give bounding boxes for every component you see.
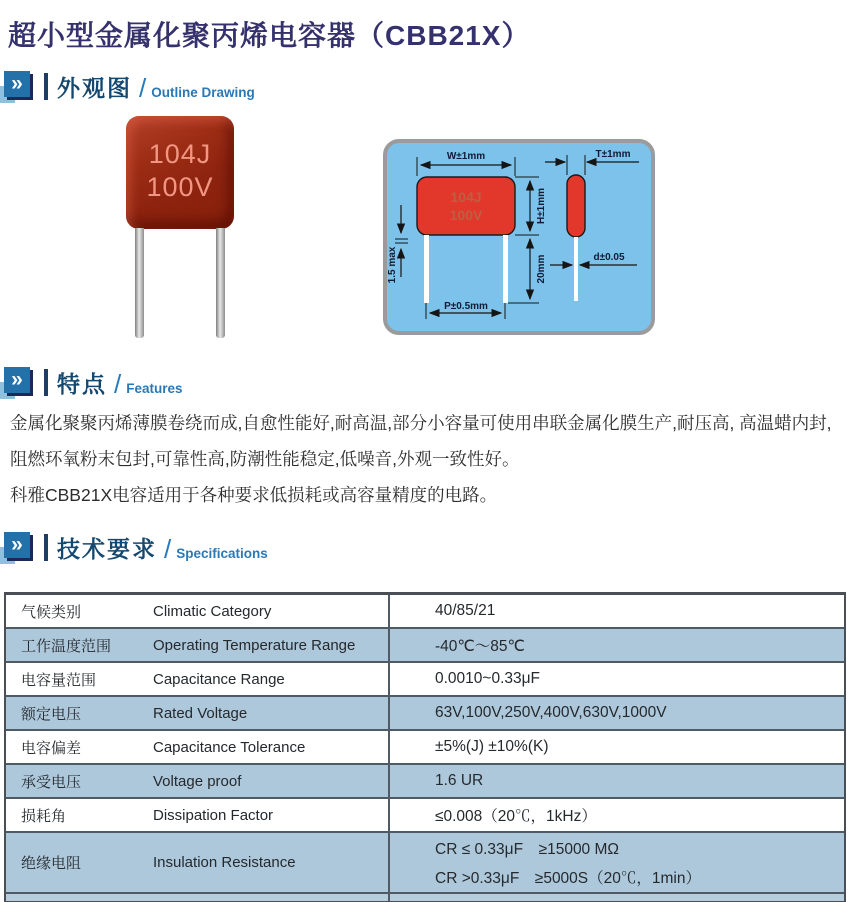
spec-label-cell [6, 799, 390, 831]
dimension-drawing [387, 143, 651, 331]
dim-pitch-label: P±0.5mm [444, 301, 488, 312]
spec-value-line2: CR >0.33μF ≥5000S（20℃，1min） [435, 870, 701, 887]
features-paragraph-2: 科雅CBB21X电容适用于各种要求低损耗或高容量精度的电路。 [10, 485, 498, 505]
spec-value: 1.6 UR [435, 772, 484, 789]
drawing-marking-voltage: 100V [449, 207, 483, 223]
spec-row-capacitance-range [6, 663, 844, 697]
spec-label-en: Insulation Resistance [153, 854, 296, 871]
capacitor-body [126, 116, 234, 229]
spec-label-cn: 工作温度范围 [21, 637, 112, 655]
capacitor-lead-left [135, 228, 144, 338]
spec-label-cn: 承受电压 [21, 773, 82, 791]
double-chevron-icon [4, 532, 34, 562]
drawing-lead-right [503, 235, 508, 303]
spec-value: 0.0010~0.33μF [435, 670, 541, 687]
dim-thickness-label: T±1mm [595, 149, 631, 160]
spec-label-cell [6, 894, 390, 901]
spec-label-cn: 电容量范围 [21, 671, 97, 689]
drawing-side-body [567, 175, 585, 237]
dim-width-label: W±1mm [446, 151, 486, 162]
spec-label-cn: 额定电压 [21, 705, 82, 723]
spec-label-en: Voltage proof [153, 772, 242, 790]
spec-label-en: Rated Voltage [153, 704, 248, 722]
dim-standoff-label: 1.5 max [387, 246, 398, 284]
spec-value-line1: CR ≤ 0.33μF ≥15000 MΩ [435, 841, 619, 858]
spec-value: ±5%(J) ±10%(K) [435, 738, 549, 755]
page-title: 超小型金属化聚丙烯电容器（CBB21X） [8, 20, 531, 51]
features-text [10, 405, 844, 513]
header-divider-bar [44, 534, 48, 561]
slash-separator: / [114, 368, 122, 399]
section-title-en: Specifications [176, 545, 268, 561]
spec-label-en: Operating Temperature Range [153, 636, 356, 654]
drawing-marking-code: 104J [450, 189, 482, 205]
section-title-cn: 特点 [57, 370, 107, 397]
spec-row-insulation-resistance [6, 833, 844, 894]
capacitor-lead-right [216, 228, 225, 338]
spec-label-cn: 电容偏差 [21, 739, 82, 757]
header-divider-bar [44, 73, 48, 100]
spec-row-capacitance-tolerance [6, 731, 844, 765]
spec-row-voltage-proof [6, 765, 844, 799]
outline-drawing-panel [383, 139, 655, 335]
spec-value-cell [390, 799, 844, 831]
spec-value-cell [390, 629, 844, 661]
spec-table [4, 592, 846, 902]
capacitor-photo [126, 116, 234, 340]
spec-label-cell [6, 629, 390, 661]
spec-value-cell [390, 833, 844, 892]
spec-value-cell [390, 765, 844, 797]
icon-main-square: » [4, 71, 30, 97]
section-header-specs [4, 529, 268, 565]
spec-label-en: Capacitance Range [153, 670, 285, 688]
spec-row-dissipation-factor [6, 799, 844, 833]
section-title-cn: 技术要求 [57, 535, 157, 562]
spec-row-climatic-category [6, 595, 844, 629]
features-paragraph-1: 金属化聚聚丙烯薄膜卷绕而成,自愈性能好,耐高温,部分小容量可使用串联金属化膜生产,耐压高, 高温蜡内封, 阻燃环氧粉末包封,可靠性高,防潮性能稳定,低噪音,外观一致性好。 [10, 413, 832, 469]
dim-lead-length-label: 20mm [536, 254, 547, 284]
spec-value-cell [390, 894, 844, 901]
section-title-cn: 外观图 [57, 74, 132, 101]
dim-lead-diameter-label: d±0.05 [593, 252, 625, 263]
marking-voltage: 100V [146, 172, 214, 202]
spec-label-cell [6, 663, 390, 695]
slash-separator: / [139, 72, 147, 103]
spec-value-cell [390, 731, 844, 763]
section-title-en: Outline Drawing [151, 84, 255, 100]
section-title-en: Features [126, 380, 183, 396]
spec-label-cn: 绝缘电阻 [21, 855, 82, 872]
spec-value: -40℃～85℃ [435, 638, 525, 655]
spec-label-cn: 气候类别 [21, 603, 82, 621]
spec-value-cell [390, 595, 844, 627]
spec-value: ≤0.008（20℃，1kHz） [435, 808, 597, 825]
spec-label-cell [6, 731, 390, 763]
spec-value-cell [390, 663, 844, 695]
spec-label-cn: 损耗角 [21, 807, 67, 825]
spec-row-operating-temperature [6, 629, 844, 663]
icon-main-square: » [4, 367, 30, 393]
spec-value: 40/85/21 [435, 602, 496, 619]
spec-label-cell [6, 595, 390, 627]
header-divider-bar [44, 369, 48, 396]
slash-separator: / [164, 533, 172, 564]
spec-row-cutoff [6, 894, 844, 901]
double-chevron-icon [4, 71, 34, 101]
marking-code: 104J [148, 139, 212, 169]
spec-label-en: Dissipation Factor [153, 806, 274, 824]
icon-main-square: » [4, 532, 30, 558]
drawing-lead-left [424, 235, 429, 303]
spec-value-cell [390, 697, 844, 729]
spec-label-en: Climatic Category [153, 602, 272, 620]
spec-label-cell [6, 833, 390, 892]
spec-row-rated-voltage [6, 697, 844, 731]
drawing-capacitor-body [417, 177, 515, 235]
spec-label-en: Capacitance Tolerance [153, 738, 306, 756]
dim-height-label: H±1mm [536, 187, 547, 225]
drawing-side-lead [574, 237, 578, 301]
spec-label-cell [6, 697, 390, 729]
double-chevron-icon [4, 367, 34, 397]
section-header-outline [4, 68, 255, 104]
spec-value: 63V,100V,250V,400V,630V,1000V [435, 704, 667, 721]
spec-label-cell [6, 765, 390, 797]
capacitor-marking [126, 138, 234, 204]
section-header-features [4, 364, 183, 400]
